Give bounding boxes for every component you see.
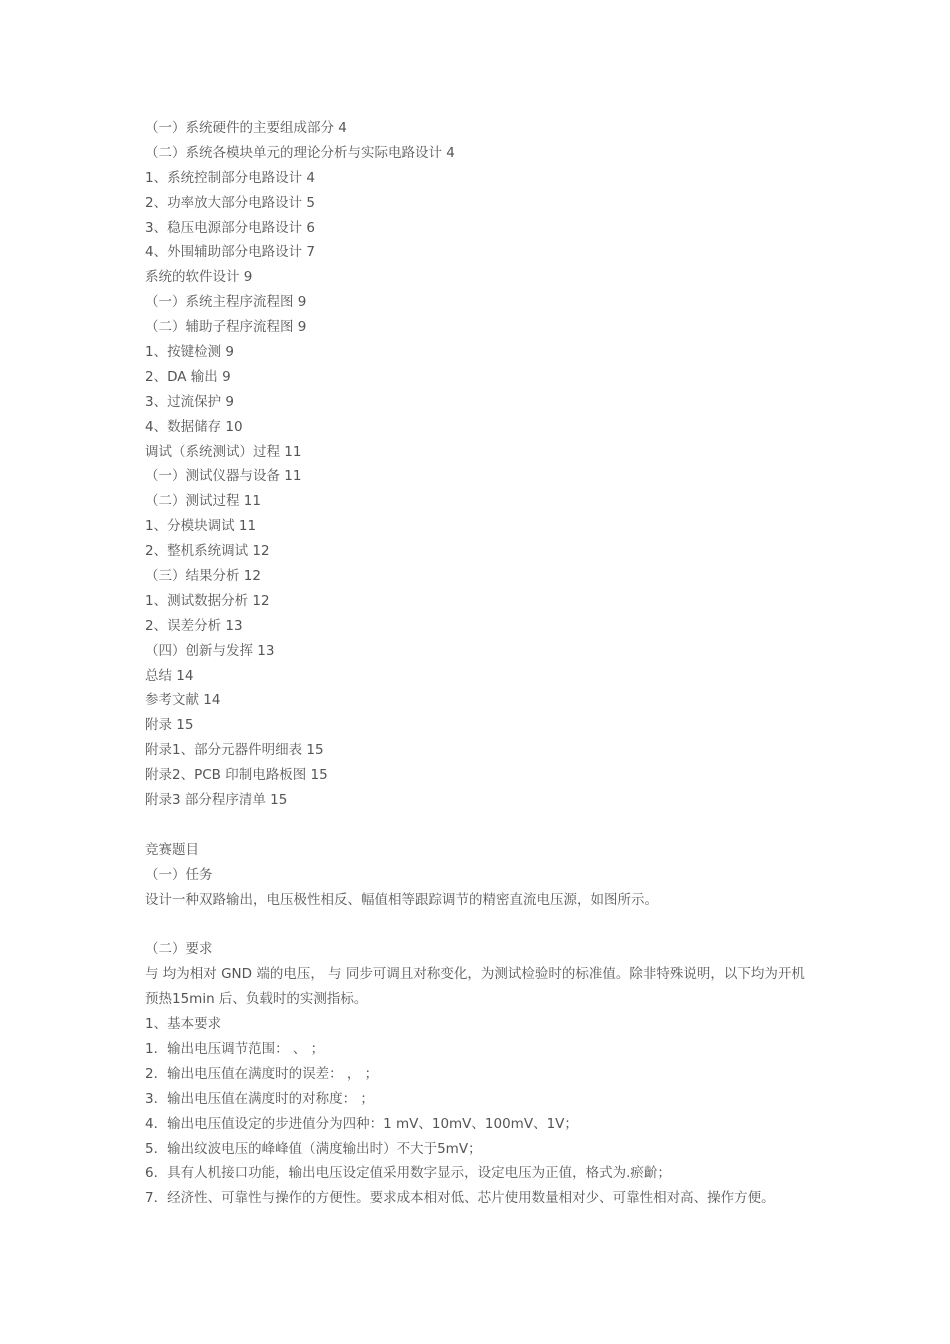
toc-entry: 1、系统控制部分电路设计 4: [145, 169, 315, 186]
task-heading: （一）任务: [145, 866, 213, 883]
toc-entry: 2、DA 输出 9: [145, 368, 231, 385]
table-of-contents: [145, 116, 825, 813]
toc-entry: 调试（系统测试）过程 11: [145, 443, 302, 460]
toc-entry: （一）测试仪器与设备 11: [145, 468, 302, 485]
spacer: [145, 913, 825, 938]
toc-entry: 2、误差分析 13: [145, 617, 243, 634]
toc-entry: 1、按键检测 9: [145, 344, 234, 361]
toc-entry: 1、分模块调试 11: [145, 518, 257, 535]
toc-entry: （二）辅助子程序流程图 9: [145, 319, 307, 336]
spacer: [145, 813, 825, 838]
task-text: 设计一种双路输出，电压极性相反、幅值相等跟踪调节的精密直流电压源，如图所示。: [145, 891, 658, 908]
requirement-item: 2．输出电压值在满度时的误差： ， ；: [145, 1065, 379, 1082]
toc-entry: （二）测试过程 11: [145, 493, 261, 510]
document-page: [145, 116, 825, 1211]
toc-entry: 2、整机系统调试 12: [145, 543, 270, 560]
toc-entry: 总结 14: [145, 667, 194, 684]
toc-entry: 1、测试数据分析 12: [145, 592, 270, 609]
toc-entry: 3、稳压电源部分电路设计 6: [145, 219, 315, 236]
requirement-item: 3．输出电压值在满度时的对称度： ；: [145, 1090, 374, 1107]
toc-entry: 附录3 部分程序清单 15: [145, 792, 288, 809]
toc-entry: （四）创新与发挥 13: [145, 642, 275, 659]
toc-entry: 3、过流保护 9: [145, 393, 234, 410]
requirement-item: 7．经济性、可靠性与操作的方便性。要求成本相对低、芯片使用数量相对少、可靠性相对高、操作方便。: [145, 1190, 775, 1207]
section-heading-problem: 竞赛题目: [145, 841, 199, 858]
toc-entry: 附录2、PCB 印制电路板图 15: [145, 767, 328, 784]
requirement-item: 5．输出纹波电压的峰峰值（满度输出时）不大于5mV；: [145, 1140, 482, 1157]
toc-entry: （二）系统各模块单元的理论分析与实际电路设计 4: [145, 144, 455, 161]
requirements-heading: （二）要求: [145, 941, 213, 958]
requirement-item: 1．输出电压调节范围： 、 ；: [145, 1040, 325, 1057]
requirements-text: 与 均为相对 GND 端的电压， 与 同步可调且对称变化，为测试检验时的标准值。除非特殊说明，以下均为开机预热15min 后、负载时的实测指标。: [145, 966, 805, 1008]
requirement-item: 6．具有人机接口功能，输出电压设定值采用数字显示，设定电压为正值，格式为.瘀齘；: [145, 1165, 671, 1182]
toc-entry: 2、功率放大部分电路设计 5: [145, 194, 315, 211]
toc-entry: 附录 15: [145, 717, 194, 734]
toc-entry: 系统的软件设计 9: [145, 269, 253, 286]
toc-entry: （一）系统硬件的主要组成部分 4: [145, 120, 347, 136]
toc-entry: 4、外围辅助部分电路设计 7: [145, 244, 315, 261]
toc-entry: 附录1、部分元器件明细表 15: [145, 742, 324, 759]
basic-requirements-heading: 1、基本要求: [145, 1016, 222, 1033]
toc-entry: （一）系统主程序流程图 9: [145, 294, 307, 311]
requirement-item: 4．输出电压值设定的步进值分为四种：1 mV、10mV、100mV、1V；: [145, 1115, 578, 1132]
toc-entry: （三）结果分析 12: [145, 568, 261, 585]
toc-entry: 4、数据储存 10: [145, 418, 243, 435]
toc-entry: 参考文献 14: [145, 692, 221, 709]
requirement-list: [145, 1037, 825, 1211]
